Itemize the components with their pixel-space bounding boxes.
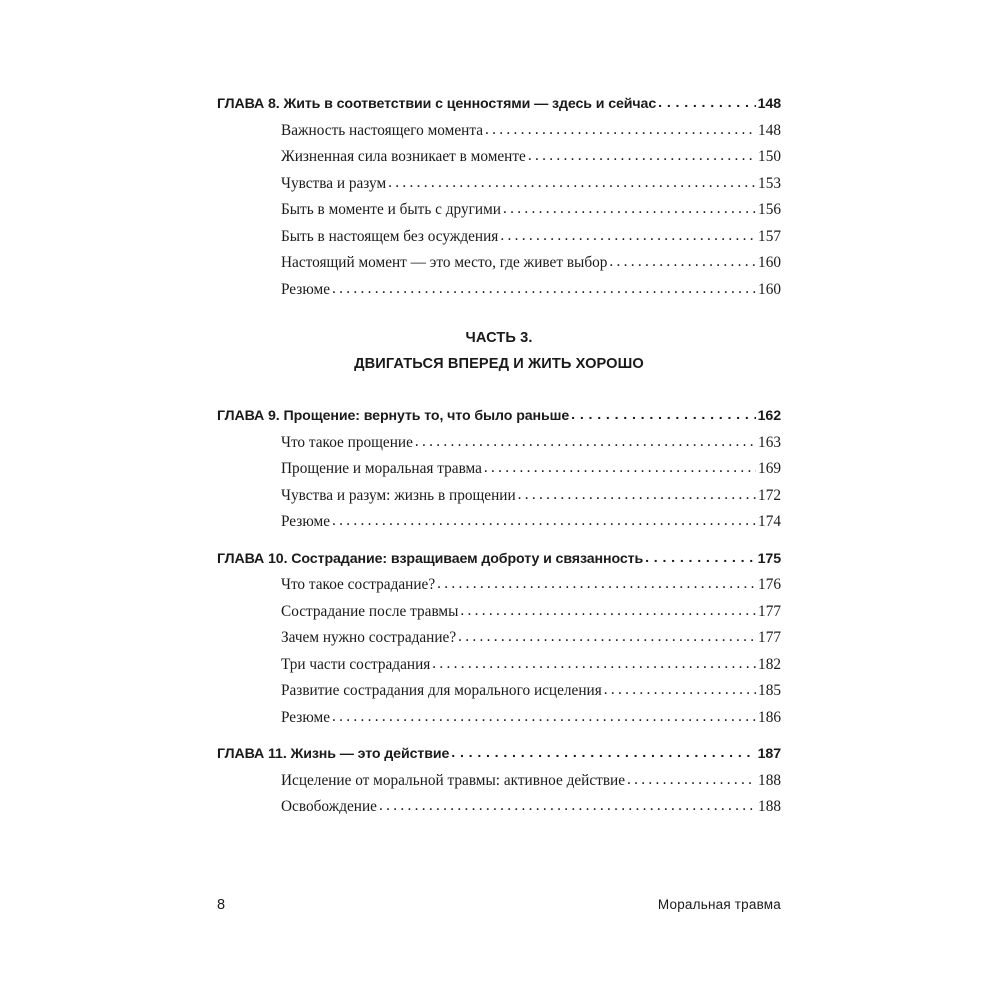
dot-leader [388,170,756,197]
toc-item[interactable] [217,678,781,705]
chapter-title: ГЛАВА 8. Жить в соответствии с ценностями — здесь и сейчас [217,96,657,112]
toc-chapter-9[interactable] [217,403,781,430]
footer-page-number: 8 [217,897,226,913]
dot-leader [528,143,756,170]
item-title: Резюме [281,513,331,530]
chapter-page-number: 187 [757,746,781,762]
toc-item[interactable] [217,599,781,626]
item-title: Чувства и разум [281,174,387,192]
item-page-number: 174 [758,513,781,530]
item-page-number: 169 [758,460,781,477]
item-title: Резюме [281,708,331,726]
toc-item[interactable] [217,277,781,304]
dot-leader [332,276,756,303]
dot-leader [415,429,756,456]
dot-leader [460,598,756,625]
dot-leader [503,196,756,223]
toc-chapter-11[interactable] [217,741,781,768]
item-title: Освобождение [281,798,377,815]
chapter-title: ГЛАВА 9. Прощение: вернуть то, что было раньше [217,408,570,424]
dot-leader [458,624,756,651]
item-title: Важность настоящего момента [281,121,483,139]
item-page-number: 177 [758,602,781,620]
part-heading [217,325,781,377]
dot-leader [571,402,755,429]
item-page-number: 182 [758,655,781,673]
item-title: Быть в настоящем без осуждения [281,227,499,245]
dot-leader [332,508,756,535]
dot-leader [332,704,756,731]
item-title: Что такое прощение [281,433,413,451]
dot-leader [379,793,756,820]
item-page-number: 150 [758,148,781,165]
toc-item[interactable] [217,572,781,599]
dot-leader [609,249,756,276]
dot-leader [518,482,756,509]
item-title: Исцеление от моральной травмы: активное действие [281,771,626,789]
item-title: Зачем нужно сострадание? [281,629,457,646]
toc-item[interactable] [217,625,781,652]
item-title: Прощение и моральная травма [281,460,482,477]
toc-chapter-8[interactable] [217,91,781,118]
chapter-title: ГЛАВА 10. Сострадание: взращиваем доброту и связанность [217,550,644,567]
item-title: Жизненная сила возникает в моменте [281,148,526,165]
chapter-page-number: 175 [757,550,781,567]
item-page-number: 186 [758,708,781,726]
toc-chapter-10[interactable] [217,546,781,573]
part-title: ДВИГАТЬСЯ ВПЕРЕД И ЖИТЬ ХОРОШО [354,356,644,372]
item-title: Сострадание после травмы [281,602,459,620]
dot-leader [484,455,756,482]
toc-item[interactable] [217,456,781,483]
toc-item[interactable] [217,705,781,732]
item-title: Что такое сострадание? [281,576,436,593]
toc-item[interactable] [217,509,781,536]
item-page-number: 176 [758,576,781,593]
item-title: Быть в моменте и быть с другими [281,201,501,218]
toc-item[interactable] [217,483,781,510]
item-page-number: 163 [758,433,781,451]
item-page-number: 185 [758,682,781,699]
toc-item[interactable] [217,250,781,277]
toc-item[interactable] [217,794,781,821]
toc-item[interactable] [217,144,781,171]
dot-leader [451,740,755,767]
chapter-page-number: 162 [757,408,781,424]
dot-leader [645,545,756,572]
item-page-number: 148 [758,121,781,139]
item-page-number: 153 [758,174,781,192]
toc-item[interactable] [217,768,781,795]
item-title: Чувства и разум: жизнь в прощении [281,486,516,504]
dot-leader [658,90,755,117]
item-title: Развитие сострадания для морального исцеления [281,682,602,699]
item-title: Три части сострадания [281,655,431,673]
toc-item[interactable] [217,652,781,679]
toc-item[interactable] [217,197,781,224]
dot-leader [627,767,756,794]
chapter-page-number: 148 [757,96,781,112]
item-page-number: 160 [758,280,781,298]
dot-leader [604,677,756,704]
item-page-number: 188 [758,798,781,815]
footer-book-title: Моральная травма [657,897,781,912]
item-page-number: 177 [758,629,781,646]
toc-item[interactable] [217,430,781,457]
item-title: Резюме [281,280,331,298]
dot-leader [437,571,756,598]
item-page-number: 172 [758,486,781,504]
dot-leader [432,651,756,678]
item-page-number: 157 [758,227,781,245]
item-page-number: 160 [758,254,781,271]
chapter-title: ГЛАВА 11. Жизнь — это действие [217,746,450,762]
item-page-number: 188 [758,771,781,789]
dot-leader [485,117,756,144]
toc-item[interactable] [217,224,781,251]
dot-leader [500,223,756,250]
toc-item[interactable] [217,118,781,145]
toc-item[interactable] [217,171,781,198]
table-of-contents [217,91,781,821]
part-number: ЧАСТЬ 3. [465,330,533,346]
item-page-number: 156 [758,201,781,218]
item-title: Настоящий момент — это место, где живет выбор [281,254,608,271]
